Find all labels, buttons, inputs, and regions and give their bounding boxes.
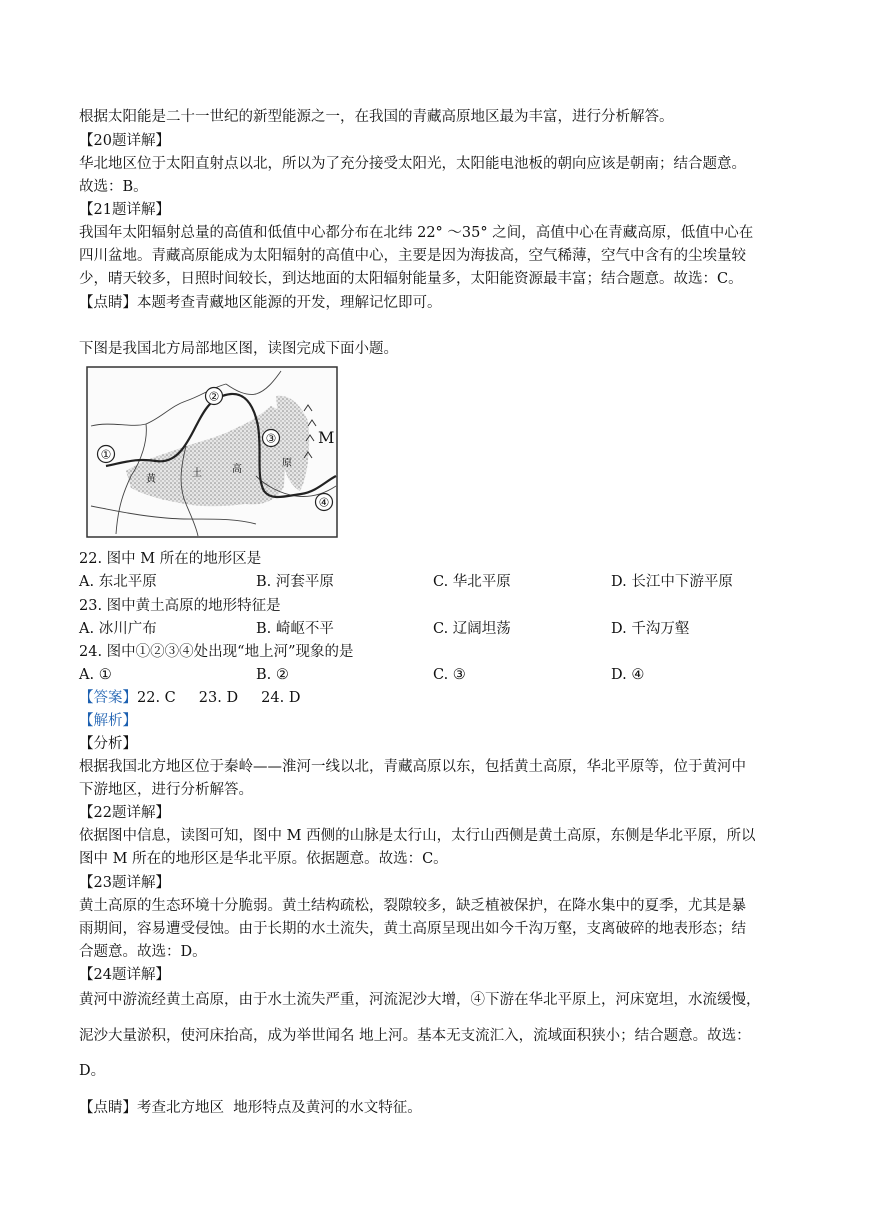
q20-line-1: 华北地区位于太阳直射点以北，所以为了充分接受太阳光，太阳能电池板的朝向应该是朝南；结合题意。 xyxy=(79,156,746,172)
map-label-tu: 土 xyxy=(192,468,202,479)
q22-option-c: C. 华北平原 xyxy=(433,574,511,590)
q23-option-a: A. 冰川广布 xyxy=(79,621,157,637)
q23-option-d: D. 千沟万壑 xyxy=(611,621,690,637)
q21-line-3: 少，晴天较多，日照时间较长，到达地面的太阳辐射能量多，太阳能资源最丰富；结合题意。故选：C。 xyxy=(79,271,743,287)
q23-line-3: 合题意。故选：D。 xyxy=(79,944,207,960)
q24-option-b: B. ② xyxy=(256,667,289,683)
q24-option-d: D. ④ xyxy=(611,667,645,683)
q24-heading: 【24题详解】 xyxy=(79,967,170,983)
q23-heading: 【23题详解】 xyxy=(79,875,170,891)
q23-line-1: 黄土高原的生态环境十分脆弱。黄土结构疏松，裂隙较多，缺乏植被保护，在降水集中的夏季，尤其是暴 xyxy=(79,898,746,914)
map-label-gao: 高 xyxy=(232,464,242,475)
q22-option-a: A. 东北平原 xyxy=(79,574,157,590)
q21-line-2: 四川盆地。青藏高原能成为太阳辐射的高值中心，主要是因为海拔高，空气稀薄，空气中含有的尘埃量较 xyxy=(79,248,746,264)
q20-line-2: 故选：B。 xyxy=(79,179,148,195)
comment-1: 【点睛】本题考查青藏地区能源的开发，理解记忆即可。 xyxy=(79,295,442,311)
fenxi-heading: 【分析】 xyxy=(79,736,137,752)
map-label-huang: 黄 xyxy=(146,474,156,485)
q20-heading: 【20题详解】 xyxy=(79,133,170,149)
marker-1-label: ① xyxy=(100,447,112,462)
question-stem: 下图是我国北方局部地区图，读图完成下面小题。 xyxy=(79,341,398,357)
marker-2-label: ② xyxy=(208,389,220,404)
q22-option-d: D. 长江中下游平原 xyxy=(611,574,733,590)
q23-option-b: B. 崎岖不平 xyxy=(256,621,334,637)
q22-line-1: 依据图中信息，读图可知，图中 M 西侧的山脉是太行山，太行山西侧是黄土高原，东侧是华北平原，所以 xyxy=(79,828,756,844)
analysis-label: 【解析】 xyxy=(79,713,137,729)
q22-heading: 【22题详解】 xyxy=(79,805,170,821)
fenxi-line-1: 根据我国北方地区位于秦岭——淮河一线以北，青藏高原以东，包括黄土高原，华北平原等，位于黄河中 xyxy=(79,759,746,775)
q23-option-c: C. 辽阔坦荡 xyxy=(433,621,511,637)
answer-text: 22. C 23. D 24. D xyxy=(137,690,301,706)
answer-label: 【答案】 xyxy=(79,690,137,706)
q22-text: 22. 图中 M 所在的地形区是 xyxy=(79,551,262,567)
q24-text: 24. 图中①②③④处出现“地上河”现象的是 xyxy=(79,644,354,660)
q24-line-1: 黄河中游流经黄土高原，由于水土流失严重，河流泥沙大增，④下游在华北平原上，河床宽坦，水流缓慢， xyxy=(79,992,761,1008)
q24-line-3: D。 xyxy=(79,1063,106,1079)
q23-line-2: 雨期间，容易遭受侵蚀。由于长期的水土流失，黄土高原呈现出如今千沟万壑，支离破碎的地表形态；结 xyxy=(79,921,746,937)
answer-line xyxy=(79,689,300,707)
q21-heading: 【21题详解】 xyxy=(79,202,170,218)
fenxi-line-2: 下游地区，进行分析解答。 xyxy=(79,782,253,798)
q22-option-b: B. 河套平原 xyxy=(256,574,334,590)
q24-option-c: C. ③ xyxy=(433,667,466,683)
intro-analysis: 根据太阳能是二十一世纪的新型能源之一，在我国的青藏高原地区最为丰富，进行分析解答。 xyxy=(79,109,674,125)
q24-option-a: A. ① xyxy=(79,667,112,683)
q24-line-2: 泥沙大量淤积，使河床抬高，成为举世闻名 地上河。基本无支流汇入，流域面积狭小；结合题意。故选： xyxy=(79,1028,751,1044)
q21-line-1: 我国年太阳辐射总量的高值和低值中心都分布在北纬 22° ～35° 之间，高值中心在青藏高原，低值中心在 xyxy=(79,225,754,241)
comment-2: 【点睛】考查北方地区 地形特点及黄河的水文特征。 xyxy=(79,1100,422,1116)
marker-m-label: M xyxy=(318,428,335,447)
q22-line-2: 图中 M 所在的地形区是华北平原。依据题意。故选：C。 xyxy=(79,851,448,867)
map-label-yuan: 原 xyxy=(282,458,292,469)
q23-text: 23. 图中黄土高原的地形特征是 xyxy=(79,598,281,614)
marker-4-label: ④ xyxy=(318,495,330,510)
north-china-map xyxy=(86,366,338,538)
marker-3-label: ③ xyxy=(265,431,277,446)
